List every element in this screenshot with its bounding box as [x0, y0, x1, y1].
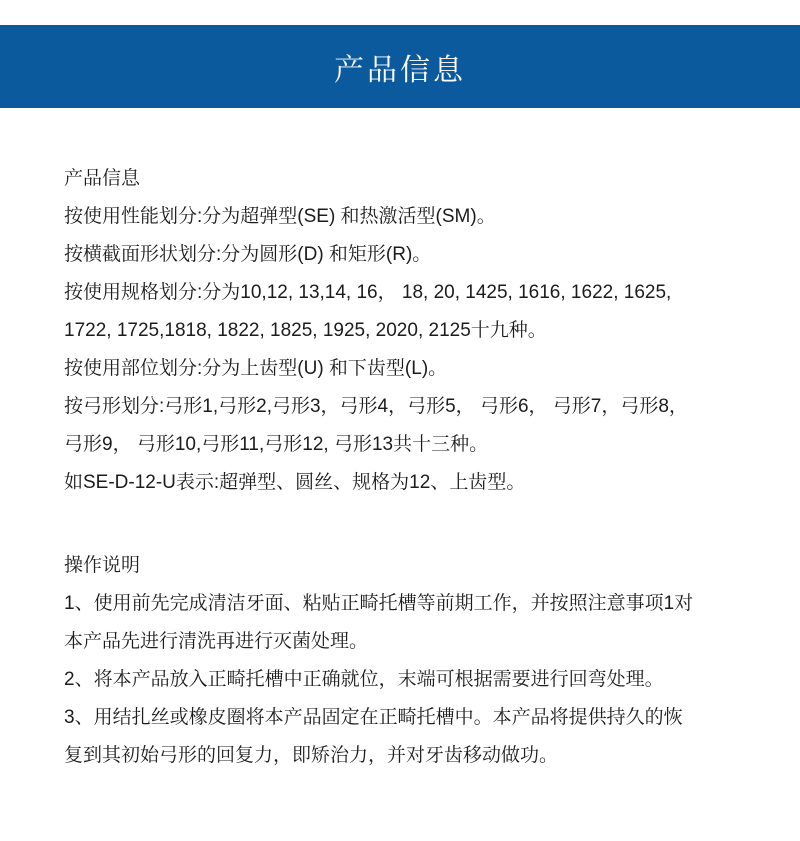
- section-product-info: [64, 160, 764, 502]
- text-line: 复到其初始弓形的回复力，即矫治力，并对牙齿移动做功。: [64, 745, 559, 766]
- section-heading-product-info: 产品信息: [64, 168, 141, 189]
- text-line: 按使用部位划分:分为上齿型(U) 和下齿型(L)。: [64, 358, 448, 379]
- text-line: 如SE-D-12-U表示:超弹型、圆丝、规格为12、上齿型。: [64, 472, 526, 493]
- text-line: 按弓形划分:弓形1,弓形2,弓形3，弓形4，弓形5， 弓形6， 弓形7，弓形8，: [64, 396, 688, 417]
- text-line: 1722, 1725,1818, 1822, 1825, 1925, 2020, 2125十九种。: [64, 320, 547, 341]
- text-line: 3、用结扎丝或橡皮圈将本产品固定在正畸托槽中。本产品将提供持久的恢: [64, 707, 683, 728]
- text-line: 弓形9， 弓形10,弓形11,弓形12, 弓形13共十三种。: [64, 434, 489, 455]
- title-bar: [0, 25, 800, 108]
- section-operation-instructions: [64, 547, 764, 775]
- content: [64, 160, 764, 775]
- text-line: 本产品先进行清洗再进行灭菌处理。: [64, 631, 369, 652]
- text-line: 按使用规格划分:分为10,12, 13,14, 16， 18, 20, 1425, 1616, 1622, 1625,: [64, 282, 672, 303]
- text-line: 按横截面形状划分:分为圆形(D) 和矩形(R)。: [64, 244, 432, 265]
- section-heading-operation-instructions: 操作说明: [64, 555, 141, 576]
- text-line: 1、使用前先完成清洁牙面、粘贴正畸托槽等前期工作，并按照注意事项1对: [64, 593, 694, 614]
- text-line: 2、将本产品放入正畸托槽中正确就位，末端可根据需要进行回弯处理。: [64, 669, 664, 690]
- page-title: 产品信息: [334, 53, 466, 87]
- text-line: 按使用性能划分:分为超弹型(SE) 和热激活型(SM)。: [64, 206, 496, 227]
